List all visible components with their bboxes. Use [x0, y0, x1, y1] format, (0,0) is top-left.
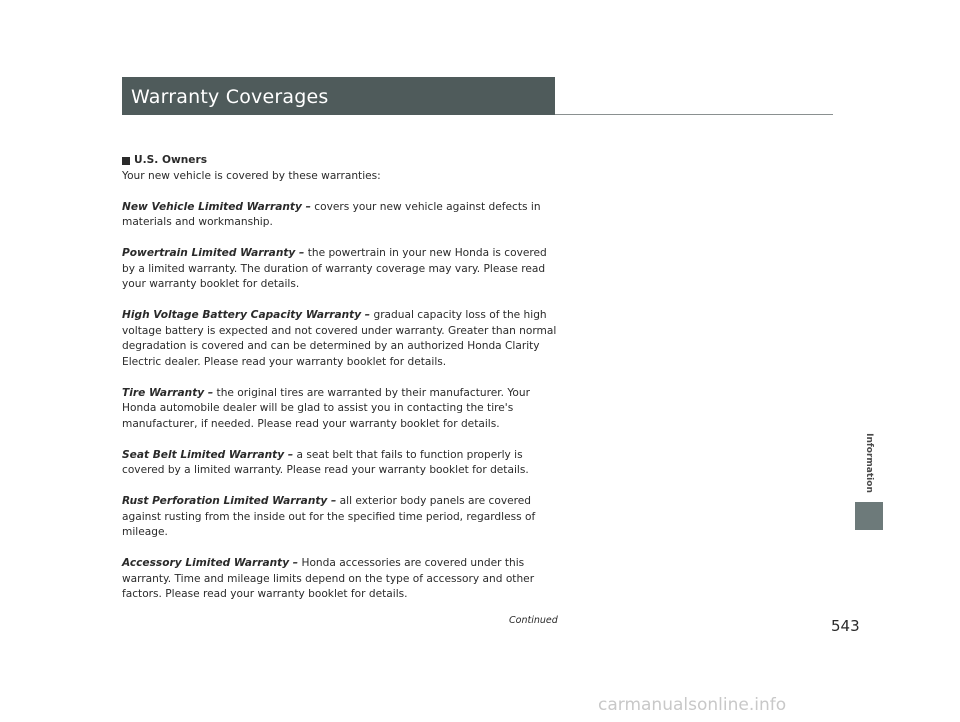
- warranty-item: [122, 386, 562, 433]
- main-content: [122, 153, 562, 618]
- warranty-description: all exterior body panels are covered against rusting from the inside out for the specified time period, regardless of mileage.: [122, 495, 536, 538]
- continued-label: Continued: [509, 615, 558, 626]
- intro-text: Your new vehicle is covered by these warranties:: [122, 169, 381, 182]
- sidebar-section-label: [862, 425, 876, 500]
- warranty-term: New Vehicle Limited Warranty –: [122, 200, 311, 213]
- sidebar-label-text: Information: [864, 432, 874, 493]
- warranty-item: [122, 556, 562, 603]
- title-divider: [555, 114, 833, 115]
- warranty-description: gradual capacity loss of the high voltage battery is expected and not covered under warranty. Greater than normal degradation is covered and can be determined by an authorized Honda Clarity Electric dealer. Please read your warranty booklet for details.: [122, 309, 557, 368]
- warranty-description: the powertrain in your new Honda is covered by a limited warranty. The duration of warranty coverage may vary. Please read your warranty booklet for details.: [122, 247, 547, 290]
- warranty-term: Seat Belt Limited Warranty –: [122, 448, 294, 461]
- watermark-text: carmanualsonline.info: [598, 695, 787, 715]
- warranty-item: [122, 200, 562, 231]
- warranty-description: Honda accessories are covered under this warranty. Time and mileage limits depend on the type of accessory and other factors. Please read your warranty booklet for details.: [122, 557, 535, 600]
- page-number: 543: [831, 617, 860, 635]
- warranty-item: [122, 494, 562, 541]
- warranty-description: covers your new vehicle against defects in materials and workmanship.: [122, 200, 541, 228]
- warranty-item: [122, 308, 562, 370]
- page-title: Warranty Coverages: [131, 86, 329, 108]
- section-title-bar: [122, 77, 555, 115]
- warranty-term: Accessory Limited Warranty –: [122, 557, 299, 569]
- warranty-item: [122, 246, 562, 293]
- section-heading-text: U.S. Owners: [134, 154, 208, 166]
- warranty-description: a seat belt that fails to function properly is covered by a limited warranty. Please read your warranty booklet for details.: [122, 448, 529, 476]
- square-bullet-icon: [122, 157, 130, 165]
- warranty-term: Powertrain Limited Warranty –: [122, 247, 305, 259]
- warranty-term: Tire Warranty –: [122, 386, 214, 399]
- sidebar-section-tab[interactable]: [855, 502, 883, 530]
- warranty-term: High Voltage Battery Capacity Warranty –: [122, 309, 371, 321]
- section-heading: [122, 153, 562, 169]
- warranty-term: Rust Perforation Limited Warranty –: [122, 495, 337, 507]
- warranty-description: the original tires are warranted by their manufacturer. Your Honda automobile dealer will be glad to assist you in contacting the tire's manufacturer, if needed. Please read your warranty booklet for details.: [122, 386, 530, 430]
- warranty-item: [122, 448, 562, 479]
